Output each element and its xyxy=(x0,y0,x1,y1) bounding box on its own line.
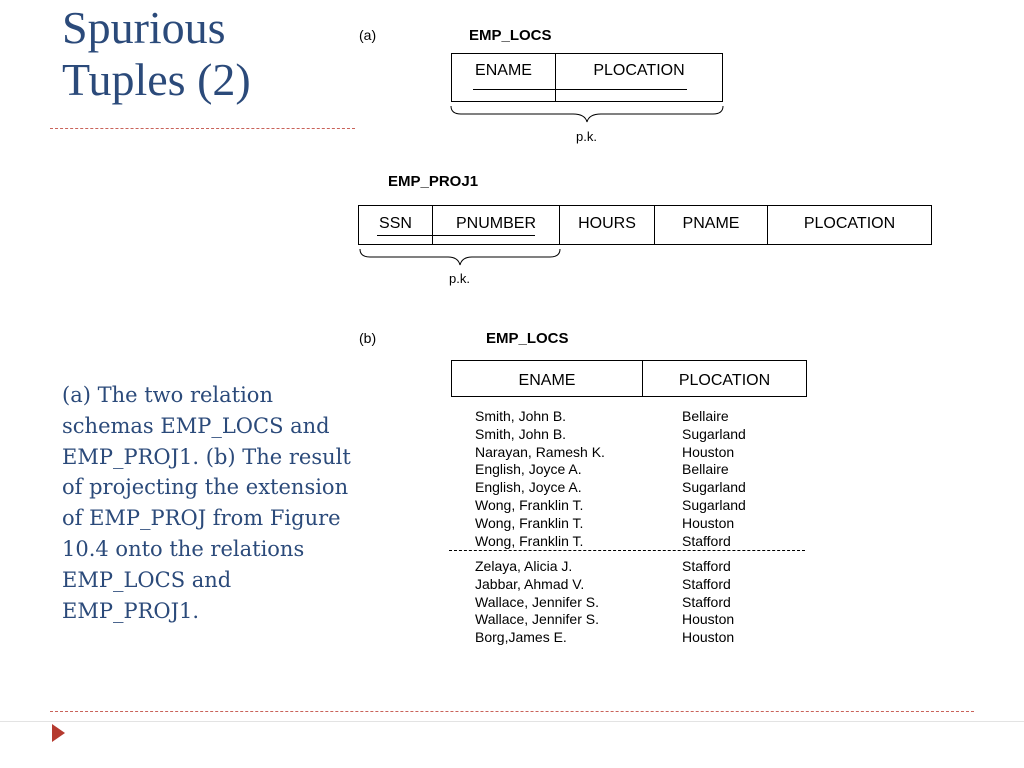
emp-locs-col-plocation xyxy=(556,54,722,101)
emp-locs-schema xyxy=(451,53,723,102)
table-cell: Zelaya, Alicia J. xyxy=(475,558,573,574)
table-cell: Stafford xyxy=(682,575,731,592)
table-cell: Sugarland xyxy=(682,425,746,442)
column-label: ENAME xyxy=(475,62,532,79)
table-cell: Bellaire xyxy=(682,461,729,478)
table-cell: Wong, Franklin T. xyxy=(475,514,584,531)
table-cell: Stafford xyxy=(682,532,731,549)
emp-proj1-col-hours xyxy=(560,206,655,244)
emp-proj1-schema-name: EMP_PROJ1 xyxy=(388,173,479,190)
emp-locs-schema-name: EMP_LOCS xyxy=(469,27,552,44)
emp-locs-pk-label: p.k. xyxy=(576,129,597,144)
column-label: PNUMBER xyxy=(455,215,536,232)
table-cell: Houston xyxy=(682,629,735,646)
table-cell: Sugarland xyxy=(682,496,746,513)
part-a-label: (a) xyxy=(359,27,377,43)
title-divider xyxy=(50,128,355,129)
ename-column-group-2 xyxy=(475,558,599,647)
table-cell: Wong, Franklin T. xyxy=(475,532,584,549)
table-cell: Wong, Franklin T. xyxy=(475,496,584,513)
table-cell: Wallace, Jennifer S. xyxy=(475,593,599,610)
table-cell: Stafford xyxy=(682,558,731,574)
column-label: PNAME xyxy=(682,215,740,232)
table-header-plocation xyxy=(643,361,806,396)
column-label: PLOCATION xyxy=(803,215,896,232)
emp-proj1-pk-label: p.k. xyxy=(449,271,470,286)
emp-locs-table-name: EMP_LOCS xyxy=(486,330,569,347)
emp-locs-table-header xyxy=(451,360,807,397)
emp-proj1-schema xyxy=(358,205,932,245)
column-label: HOURS xyxy=(578,215,636,232)
column-header: PLOCATION xyxy=(678,372,771,389)
triangle-right-icon[interactable] xyxy=(52,724,65,742)
column-label: PLOCATION xyxy=(593,62,685,79)
table-cell: English, Joyce A. xyxy=(475,479,582,496)
footer-rule xyxy=(0,721,1024,722)
pk-underline xyxy=(377,235,535,236)
emp-proj1-col-ssn xyxy=(359,206,433,244)
table-cell: Wallace, Jennifer S. xyxy=(475,611,599,628)
emp-proj1-col-plocation xyxy=(768,206,931,244)
table-cell: Smith, John B. xyxy=(475,408,567,424)
table-cell: Houston xyxy=(682,443,735,460)
plocation-column-group-1 xyxy=(682,408,746,550)
emp-proj1-pk-brace xyxy=(356,247,564,269)
footer-divider xyxy=(50,711,974,712)
pk-underline xyxy=(473,89,687,90)
table-cell: English, Joyce A. xyxy=(475,461,582,478)
table-cell: Sugarland xyxy=(682,479,746,496)
table-cell: Stafford xyxy=(682,593,731,610)
emp-proj1-col-pname xyxy=(655,206,768,244)
slide-title: Spurious Tuples (2) xyxy=(62,2,251,105)
table-cell: Jabbar, Ahmad V. xyxy=(475,575,585,592)
part-b-label: (b) xyxy=(359,330,377,346)
table-header-ename xyxy=(452,361,643,396)
group-separator xyxy=(449,550,805,551)
table-cell: Bellaire xyxy=(682,408,729,424)
table-cell: Smith, John B. xyxy=(475,425,567,442)
plocation-column-group-2 xyxy=(682,558,734,647)
column-label: SSN xyxy=(379,215,412,232)
figure-caption: (a) The two relation schemas EMP_LOCS and EMP_PROJ1. (b) The result of projecting the extension of EMP_PROJ from Figure 10.4 onto the relations EMP_LOCS and EMP_PROJ1. xyxy=(62,383,351,623)
table-cell: Narayan, Ramesh K. xyxy=(475,443,605,460)
ename-column-group-1 xyxy=(475,408,605,550)
emp-locs-col-ename xyxy=(452,54,556,101)
table-cell: Borg,James E. xyxy=(475,629,567,646)
table-cell: Houston xyxy=(682,611,735,628)
column-header: ENAME xyxy=(518,372,576,389)
emp-locs-pk-brace xyxy=(447,104,727,126)
emp-proj1-col-pnumber xyxy=(433,206,560,244)
table-cell: Houston xyxy=(682,514,735,531)
